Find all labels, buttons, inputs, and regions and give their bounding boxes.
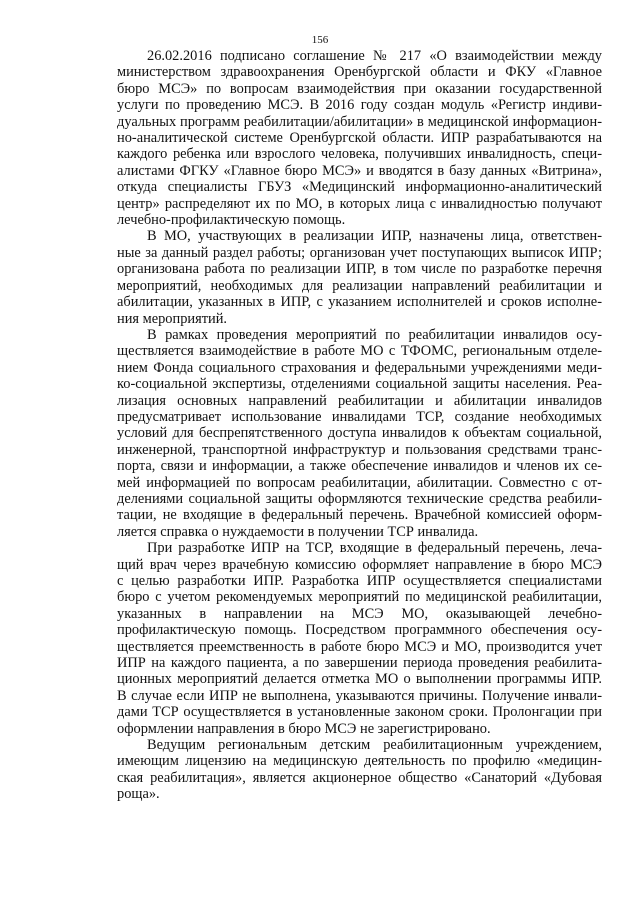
text-line: роща».	[117, 786, 160, 803]
paragraph	[117, 327, 602, 540]
text-line: с целью разработки ИПР. Разработка ИПР осуществляется специалистами	[117, 573, 602, 589]
text-line: профилактическую помощь. Посредством программного обеспечения осу-	[117, 622, 602, 639]
text-line: ляется справка о нуждаемости в получении ТСР инвалида.	[117, 523, 479, 540]
text-line: В случае если ИПР не выполнена, указываются причины. Получение инвали-	[117, 687, 602, 704]
text-line: ществляется взаимодействие в работе МО с ТФОМС, региональным отделе-	[117, 343, 602, 360]
document-body	[117, 48, 602, 803]
paragraph	[117, 540, 602, 737]
text-line: организована работа по реализации ИПР, в том числе по разработке перечня	[117, 261, 602, 278]
paragraph	[117, 228, 602, 326]
text-line: условий для беспрепятственного доступа инвалидов к объектам социальной,	[117, 425, 602, 442]
text-line: абилитации, указанных в ИПР, с указанием исполнителей и сроков исполне-	[117, 294, 602, 311]
text-line: делениями социальной защиты оформляются технические средства реабили-	[117, 490, 602, 507]
text-line: лечебно-профилактическую помощь.	[117, 212, 346, 229]
text-line: порта, связи и информации, а также обеспечение инвалидов и членов их се-	[117, 458, 602, 475]
text-line: бюро с учетом рекомендуемых мероприятий по медицинской реабилитации,	[117, 589, 602, 606]
text-line: мей информацией по вопросам реабилитации, абилитации. Совместно с от-	[117, 474, 602, 491]
paragraph	[117, 48, 602, 228]
text-line: предусматривает использование инвалидами ТСР, создание необходимых	[117, 408, 602, 425]
text-line: услуги по проведению МСЭ. В 2016 году создан модуль «Регистр индиви-	[117, 97, 602, 114]
page-number: 156	[311, 34, 329, 46]
text-line: ко-социальной экспертизы, отделениями социальной защиты населения. Реа-	[117, 376, 602, 393]
text-line: мероприятий, необходимых для реализации направлений реабилитации и	[117, 277, 602, 294]
text-line: имеющим лицензию на медицинскую деятельность по профилю «медицин-	[117, 753, 602, 770]
text-line: В МО, участвующих в реализации ИПР, назначены лица, ответствен-	[147, 228, 602, 245]
text-line: дуальных программ реабилитации/абилитации» в медицинской информацион-	[117, 113, 602, 130]
text-line: алистами ФГКУ «Главное бюро МСЭ» и вводятся в базу данных «Витрина»,	[117, 162, 602, 179]
text-line: ская реабилитация», является акционерное общество «Санаторий «Дубовая	[117, 769, 602, 786]
text-line: ИПР на каждого пациента, а по завершении периода проведения реабилита-	[117, 655, 602, 672]
text-line: инженерной, транспортной инфраструктур и пользования средствами транс-	[117, 441, 602, 458]
text-line: дами ТСР осуществляется в установленные законом сроки. Пролонгации при	[117, 704, 602, 721]
text-line: центр» распределяют их по МО, в которых лица с инвалидностью получают	[117, 195, 602, 212]
text-line: каждого ребенка или взрослого человека, получивших инвалидность, специ-	[117, 146, 602, 163]
text-line: тации, не входящие в федеральный перечень. Врачебной комиссией оформ-	[117, 507, 602, 524]
text-line: министерством здравоохранения Оренбургской области и ФКУ «Главное	[117, 64, 602, 81]
text-line: бюро МСЭ» по вопросам взаимодействия при оказании государственной	[117, 80, 602, 97]
text-line: 26.02.2016 подписано соглашение № 217 «О взаимодействии между	[147, 48, 602, 64]
text-line: нием Фонда социального страхования и федеральными учреждениями меди-	[117, 359, 602, 376]
text-line: лизация основных направлений реабилитации и абилитации инвалидов	[117, 392, 602, 409]
paragraph	[117, 737, 602, 803]
text-line: но-аналитической системе Оренбургской области. ИПР разрабатываются на	[117, 130, 602, 147]
text-line: оформлении направления в бюро МСЭ не зарегистрировано.	[117, 720, 491, 737]
text-line: откуда специалисты ГБУЗ «Медицинский информационно-аналитический	[117, 179, 602, 196]
text-line: ные за данный раздел работы; организован учет поступающих выписок ИПР;	[117, 244, 602, 261]
text-line: Ведущим региональным детским реабилитационным учреждением,	[147, 737, 602, 754]
text-line: В рамках проведения мероприятий по реабилитации инвалидов осу-	[147, 326, 602, 343]
text-line: указанных в направлении на МСЭ МО, оказывающей лечебно-	[117, 605, 602, 622]
text-line: ционных мероприятий делается отметка МО о выполнении программы ИПР.	[117, 671, 602, 688]
text-line: При разработке ИПР на ТСР, входящие в федеральный перечень, леча-	[147, 540, 602, 557]
text-line: ния мероприятий.	[117, 310, 228, 327]
text-line: щий врач через врачебную комиссию оформляет направление в бюро МСЭ	[117, 556, 602, 573]
text-line: ществляется преемственность в работе бюро МСЭ и МО, производится учет	[117, 638, 602, 655]
